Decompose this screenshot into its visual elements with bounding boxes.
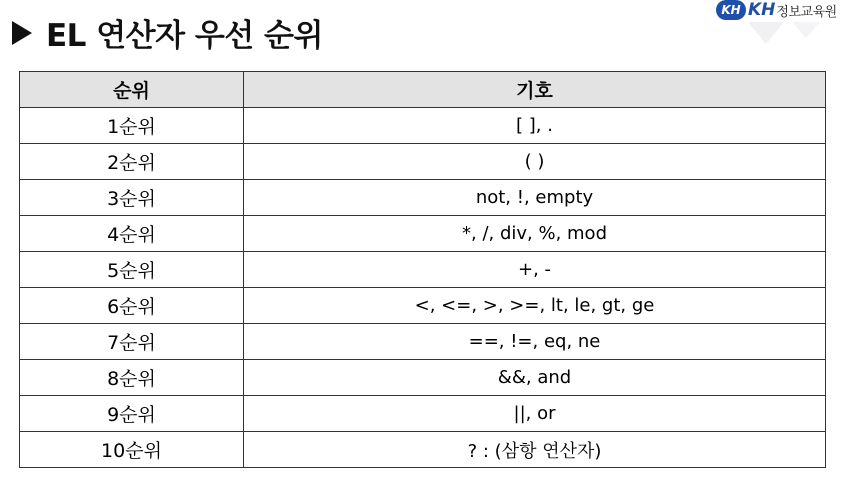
rank-cell: 10순위 — [20, 432, 244, 468]
rank-cell: 9순위 — [20, 396, 244, 432]
rank-cell: 1순위 — [20, 108, 244, 144]
header-rank: 순위 — [20, 72, 244, 108]
symbol-cell: *, /, div, %, mod — [244, 216, 826, 252]
symbol-cell: ( ) — [244, 144, 826, 180]
kh-logo-brand: KH — [748, 0, 776, 20]
operator-precedence-table — [19, 71, 826, 468]
table-row — [20, 108, 826, 144]
kh-logo-name: 정보교육원 — [776, 4, 837, 20]
table-row — [20, 288, 826, 324]
table-header-row — [20, 72, 826, 108]
rank-cell: 8순위 — [20, 360, 244, 396]
rank-cell: 6순위 — [20, 288, 244, 324]
decorative-triangle-small — [792, 22, 820, 38]
table-row — [20, 144, 826, 180]
slide-title-text: EL 연산자 우선 순위 — [46, 17, 323, 54]
table-row — [20, 216, 826, 252]
rank-cell: 5순위 — [20, 252, 244, 288]
symbol-cell: &&, and — [244, 360, 826, 396]
slide-title — [12, 6, 323, 58]
kh-logo-icon: KH — [716, 0, 746, 20]
header-symbol: 기호 — [244, 72, 826, 108]
table-row — [20, 180, 826, 216]
table-row — [20, 396, 826, 432]
rank-cell: 4순위 — [20, 216, 244, 252]
triangle-bullet-icon — [12, 21, 32, 45]
symbol-cell: ||, or — [244, 396, 826, 432]
decorative-triangle — [748, 22, 784, 44]
table-row — [20, 324, 826, 360]
rank-cell: 3순위 — [20, 180, 244, 216]
rank-cell: 2순위 — [20, 144, 244, 180]
symbol-cell: <, <=, >, >=, lt, le, gt, ge — [244, 288, 826, 324]
table-row — [20, 360, 826, 396]
table-row — [20, 252, 826, 288]
symbol-cell: [ ], . — [244, 108, 826, 144]
rank-cell: 7순위 — [20, 324, 244, 360]
kh-logo — [716, 0, 844, 20]
symbol-cell: ==, !=, eq, ne — [244, 324, 826, 360]
symbol-cell: +, - — [244, 252, 826, 288]
symbol-cell: not, !, empty — [244, 180, 826, 216]
symbol-cell: ? : (삼항 연산자) — [244, 432, 826, 468]
table-row — [20, 432, 826, 468]
